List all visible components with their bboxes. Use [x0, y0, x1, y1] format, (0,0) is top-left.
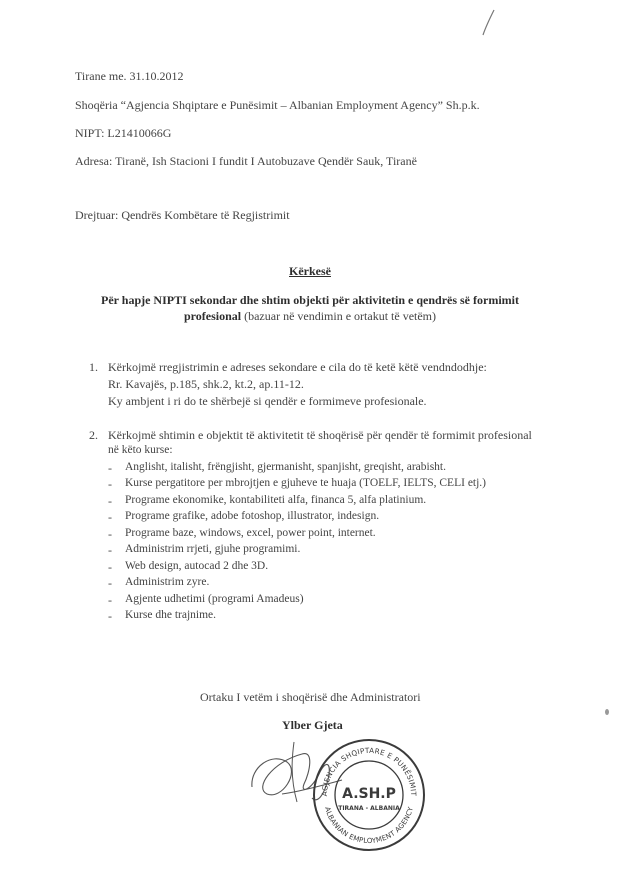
- course-bullet: -: [108, 543, 112, 557]
- company-line: Shoqëria “Agjencia Shqiptare e Punësimit – Albanian Employment Agency” Sh.p.k.: [75, 98, 480, 112]
- stamp-ring-bottom: ALBANIAN EMPLOYMENT AGENCY: [323, 805, 415, 846]
- stamp-city-text: TIRANA - ALBANIA: [338, 805, 400, 812]
- subject-normal-part: (bazuar në vendimin e ortakut të vetëm): [241, 309, 437, 323]
- course-item: Programe baze, windows, excel, power point, internet.: [125, 527, 376, 539]
- course-item: Web design, autocad 2 dhe 3D.: [125, 560, 269, 572]
- request-2-number: 2.: [89, 428, 98, 442]
- course-bullet: -: [108, 477, 112, 491]
- request-2-line-1: Kërkojmë shtimin e objektit të aktivitetit të shoqërisë për qendër të formimit profesional: [108, 428, 532, 442]
- request-1-line-2: Rr. Kavajës, p.185, shk.2, kt.2, ap.11-12.: [108, 377, 304, 391]
- course-bullet: -: [108, 494, 112, 508]
- request-2-line-2: në këto kurse:: [108, 444, 173, 456]
- course-item: Kurse pergatitore per mbrojtjen e gjuheve te huaja (TOELF, IELTS, CELI etj.): [125, 477, 487, 489]
- course-bullet: -: [108, 560, 112, 574]
- signatory-role: Ortaku I vetëm i shoqërisë dhe Administratori: [200, 690, 421, 704]
- request-1-number: 1.: [89, 360, 98, 374]
- pen-mark: [478, 8, 498, 38]
- course-bullet: -: [108, 593, 112, 607]
- nipt-line: NIPT: L21410066G: [75, 126, 172, 140]
- request-1-line-1: Kërkojmë rregjistrimin e adreses sekondare e cila do të ketë këtë vendndodhje:: [108, 360, 487, 374]
- subject-bold-part: profesional: [183, 309, 242, 323]
- stamp-center-text: A.SH.P: [342, 786, 396, 802]
- date-line: Tirane me. 31.10.2012: [75, 69, 184, 83]
- subject-line-1: Për hapje NIPTI sekondar dhe shtim objekti për aktivitetin e qendrës së formimit: [101, 293, 519, 307]
- subject-line-2: [0, 309, 620, 324]
- course-item: Programe grafike, adobe fotoshop, illustrator, indesign.: [125, 510, 380, 522]
- course-item: Kurse dhe trajnime.: [125, 609, 217, 621]
- company-stamp: [310, 736, 428, 854]
- course-bullet: -: [108, 527, 112, 541]
- scan-speck: [604, 708, 610, 716]
- course-bullet: -: [108, 510, 112, 524]
- course-item: Anglisht, italisht, frëngjisht, gjermanisht, spanjisht, greqisht, arabisht.: [125, 461, 447, 473]
- signatory-name: Ylber Gjeta: [282, 718, 343, 732]
- course-item: Agjente udhetimi (programi Amadeus): [125, 593, 304, 605]
- course-item: Administrim zyre.: [125, 576, 210, 588]
- course-bullet: -: [108, 576, 112, 590]
- course-item: Administrim rrjeti, gjuhe programimi.: [125, 543, 301, 555]
- course-bullet: -: [108, 609, 112, 623]
- request-1-line-3: Ky ambjent i ri do te shërbejë si qendër e formimeve profesionale.: [108, 394, 427, 408]
- addressee-line: Drejtuar: Qendrës Kombëtare të Regjistrimit: [75, 208, 290, 222]
- address-line: Adresa: Tiranë, Ish Stacioni I fundit I Autobuzave Qendër Sauk, Tiranë: [75, 154, 417, 168]
- stamp-ring-top: AGJENCIA SHQIPTARE E PUNËSIMIT: [319, 745, 419, 797]
- document-heading: [0, 264, 620, 279]
- course-item: Programe ekonomike, kontabiliteti alfa, financa 5, alfa platinium.: [125, 494, 427, 506]
- heading-text: Kërkesë: [289, 264, 331, 278]
- course-bullet: -: [108, 461, 112, 475]
